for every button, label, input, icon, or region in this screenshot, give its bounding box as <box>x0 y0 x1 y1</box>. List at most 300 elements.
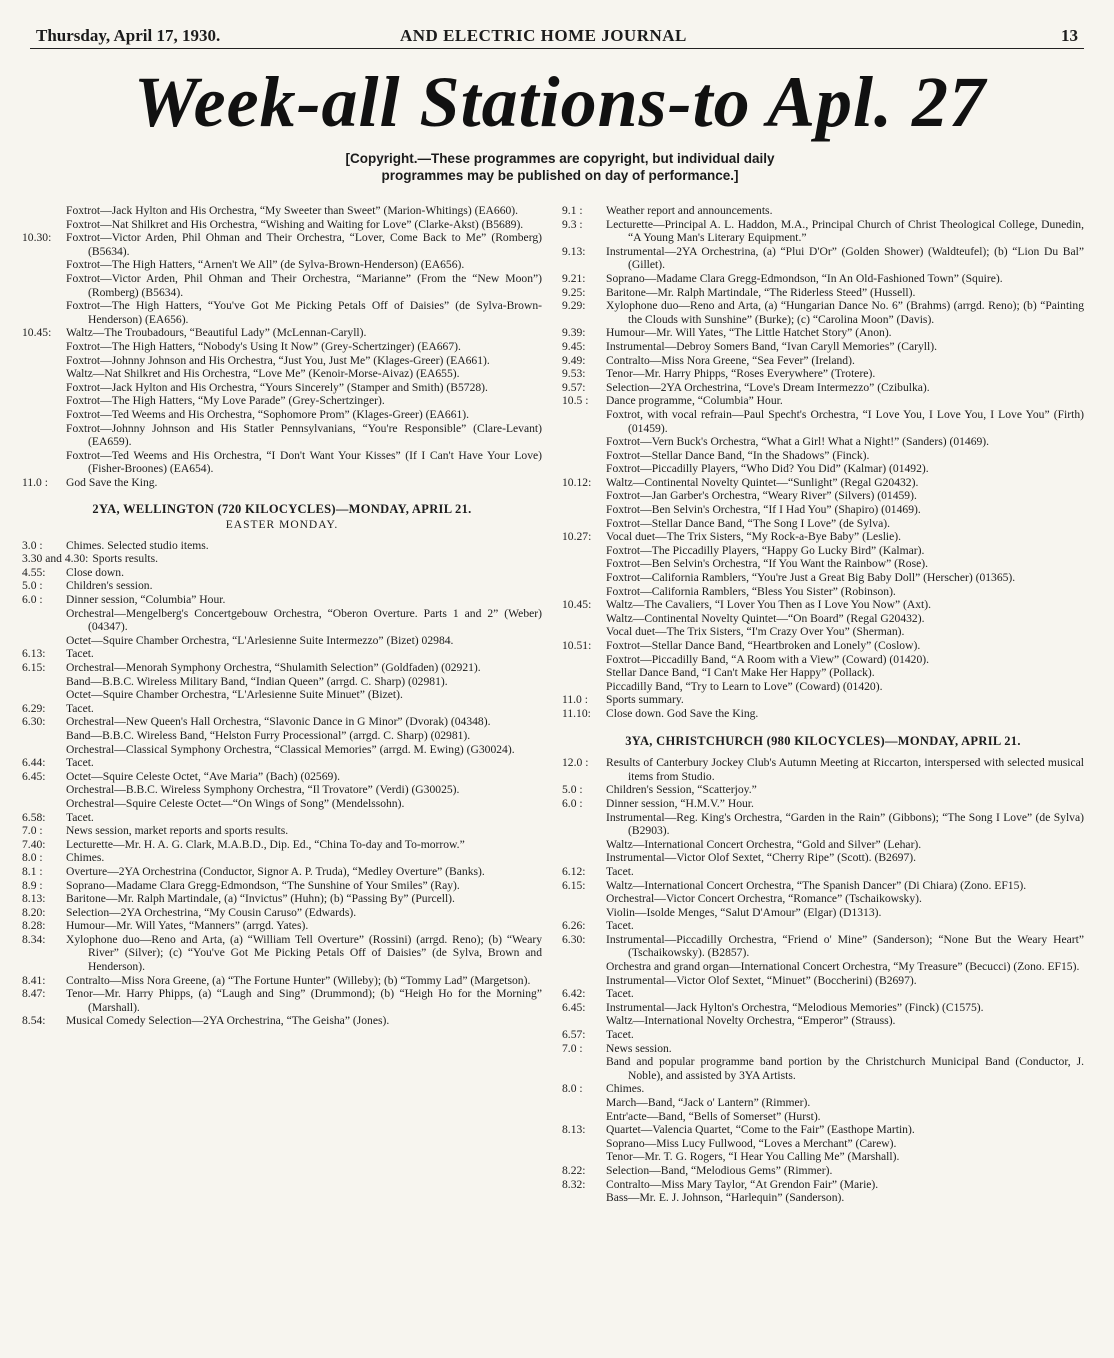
programme-entry <box>22 661 542 675</box>
programme-text: Selection—2YA Orchestrina, “My Cousin Caruso” (Edwards). <box>66 905 357 919</box>
programme-entry <box>562 612 1084 626</box>
programme-text: Dance programme, “Columbia” Hour. <box>606 394 783 408</box>
programme-text: Orchestral—Mengelberg's Concertgebouw Orchestra, “Oberon Overture. Parts 1 and 2” (Weber) (04347). <box>66 606 542 634</box>
programme-text: Quartet—Valencia Quartet, “Come to the Fair” (Easthope Martin). <box>606 1123 915 1137</box>
programme-text: Sports summary. <box>606 693 684 707</box>
programme-entry <box>562 653 1084 667</box>
programme-time <box>562 612 606 626</box>
programme-time <box>22 367 66 381</box>
programme-entry <box>562 530 1084 544</box>
programme-text: Tenor—Mr. Harry Phipps, (a) “Laugh and Sing” (Drummond); (b) “Heigh Ho for the Morning” (Marshall). <box>66 987 542 1014</box>
programme-entry <box>562 286 1084 300</box>
programme-time <box>22 381 66 395</box>
programme-time <box>562 1137 606 1151</box>
station-subheading: EASTER MONDAY. <box>225 519 339 532</box>
programme-entry <box>562 1164 1084 1178</box>
programme-time: 5.0 : <box>22 579 43 593</box>
programme-time: 8.32: <box>562 1177 586 1191</box>
programme-entry <box>562 865 1084 879</box>
programme-text: Bass—Mr. E. J. Johnson, “Harlequin” (Sanderson). <box>606 1191 845 1205</box>
programme-time <box>562 1096 606 1110</box>
programme-entry <box>562 1123 1084 1137</box>
programme-entry <box>562 435 1084 449</box>
programme-time <box>562 503 606 517</box>
programme-text: Octet—Squire Chamber Orchestra, “L'Arlesienne Suite Minuet” (Bizet). <box>66 688 403 702</box>
programme-entry <box>22 743 542 757</box>
programme-text: Band—B.B.C. Wireless Military Band, “Indian Queen” (arrgd. C. Sharp) (02981). <box>66 674 448 688</box>
programme-text: Waltz—Continental Novelty Quintet—“Sunlight” (Regal G20432). <box>606 475 919 489</box>
programme-text: Instrumental—Reg. King's Orchestra, “Garden in the Rain” (Gibbons); “The Song I Love” (de Sylva) (B2903). <box>606 810 1084 838</box>
programme-entry <box>562 639 1084 653</box>
programme-entry <box>562 476 1084 490</box>
programme-time: 9.53: <box>562 367 586 381</box>
programme-entry <box>562 326 1084 340</box>
copyright-notice: [Copyright.—These programmes are copyright, but individual daily programmes may be published on day of performance.] <box>345 151 775 183</box>
programme-text: Tacet. <box>66 810 94 824</box>
programme-time: 9.29: <box>562 299 586 313</box>
programme-time: 10.45: <box>22 326 52 340</box>
programme-time <box>562 838 606 852</box>
programme-entry <box>22 933 542 974</box>
programme-time <box>562 408 606 435</box>
programme-text: Instrumental—Victor Olof Sextet, “Minuet” (Boccherini) (B2697). <box>606 973 917 987</box>
programme-entry <box>22 367 542 381</box>
programme-time <box>562 544 606 558</box>
station-heading: 3YA, CHRISTCHURCH (980 KILOCYCLES)—MONDAY, APRIL 21. <box>625 733 1021 748</box>
programme-text: Children's session. <box>66 579 153 593</box>
programme-text: Foxtrot—Vern Buck's Orchestra, “What a Girl! What a Night!” (Sanders) (01469). <box>606 435 990 449</box>
programme-text: Foxtrot—California Ramblers, “You're Just a Great Big Baby Doll” (Herscher) (01365). <box>606 571 1016 585</box>
programme-entry <box>22 838 542 852</box>
programme-entry <box>22 449 542 476</box>
programme-time <box>22 258 66 272</box>
programme-text: March—Band, “Jack o' Lantern” (Rimmer). <box>606 1096 811 1109</box>
programme-entry <box>562 797 1084 811</box>
programme-text: News session, market reports and sports results. <box>66 824 289 838</box>
programme-time: 10.12: <box>562 475 592 489</box>
programme-time: 9.39: <box>562 326 586 340</box>
issue-date: Thursday, April 17, 1930. <box>36 26 221 45</box>
programme-text: Foxtrot—Stellar Dance Band, “In the Shadows” (Finck). <box>606 448 870 462</box>
programme-text: Foxtrot—Ben Selvin's Orchestra, “If I Had You” (Shapiro) (01469). <box>606 503 921 517</box>
programme-entry <box>22 906 542 920</box>
programme-time <box>562 906 606 920</box>
programme-time: 5.0 : <box>562 783 583 797</box>
programme-time: 3.30 and 4.30: <box>22 552 89 566</box>
programme-time <box>562 892 606 906</box>
programme-entry <box>22 783 542 797</box>
programme-text: Humour—Mr. Will Yates, “The Little Hatchet Story” (Anon). <box>606 326 892 340</box>
programme-entry <box>562 598 1084 612</box>
programme-text: Lecturette—Mr. H. A. G. Clark, M.A.B.D., Dip. Ed., “China To-day and To-morrow.” <box>66 837 465 851</box>
programme-text: Orchestral—Victor Concert Orchestra, “Romance” (Tschaikowsky). <box>606 892 922 906</box>
programme-entry <box>562 756 1084 783</box>
programme-entry <box>22 258 542 272</box>
programme-entry <box>562 892 1084 906</box>
programme-entry <box>22 299 542 326</box>
programme-time: 10.45: <box>562 598 592 612</box>
programme-time <box>22 408 66 422</box>
programme-text: Overture—2YA Orchestrina (Conductor, Signor A. P. Truda), “Medley Overture” (Banks). <box>66 864 485 878</box>
programme-time <box>22 422 66 449</box>
programme-entry <box>562 987 1084 1001</box>
programme-entry <box>22 865 542 879</box>
programme-entry <box>22 579 542 593</box>
programme-text: Band—B.B.C. Wireless Band, “Helston Furry Processional” (arrgd. C. Sharp) (02981). <box>66 728 471 742</box>
programme-time: 3.0 : <box>22 538 43 552</box>
programme-entry <box>562 489 1084 503</box>
programme-entry <box>22 607 542 634</box>
programme-entry <box>562 218 1084 245</box>
programme-text: Foxtrot—The High Hatters, “My Love Parade” (Grey-Schertzinger). <box>66 394 385 408</box>
programme-text: Foxtrot—Johnny Johnson and His Orchestra, “Just You, Just Me” (Klages-Greer) (EA661). <box>66 353 490 367</box>
programme-time <box>562 449 606 463</box>
programme-text: Waltz—Nat Shilkret and His Orchestra, “Love Me” (Kenoir-Morse-Aivaz) (EA655). <box>66 367 460 381</box>
programme-text: Tacet. <box>606 987 634 1001</box>
programme-entry <box>562 919 1084 933</box>
programme-entry <box>22 1014 542 1028</box>
programme-time: 6.42: <box>562 987 586 1001</box>
programme-entry <box>562 1014 1084 1028</box>
programme-text: Sports results. <box>92 552 159 566</box>
programme-text: Foxtrot—California Ramblers, “Bless You Sister” (Robinson). <box>606 584 896 598</box>
programme-time: 6.13: <box>22 647 46 661</box>
programme-text: Contralto—Miss Mary Taylor, “At Grendon Fair” (Marie). <box>606 1177 879 1191</box>
programme-time: 8.22: <box>562 1163 586 1177</box>
programme-text: Results of Canterbury Jockey Club's Autumn Meeting at Riccarton, interspersed with selected musical items from Studio. <box>606 756 1084 783</box>
programme-time: 9.25: <box>562 285 586 299</box>
programme-entry <box>562 811 1084 838</box>
programme-text: Xylophone duo—Reno and Arta, (a) “William Tell Overture” (Rossini) (arrgd. Reno); (b) “Weary River” (Silver); (c) “You've Got Me Picking Petals Off of Daisies” (de Sylva, Brown and Henderson). <box>66 932 542 974</box>
programme-entry <box>562 408 1084 435</box>
programme-entry <box>562 933 1084 960</box>
programme-time <box>562 625 606 639</box>
programme-entry <box>562 1096 1084 1110</box>
programme-entry <box>22 797 542 811</box>
programme-text: Foxtrot—The High Hatters, “Nobody's Using It Now” (Grey-Schertzinger) (EA667). <box>66 339 461 353</box>
programme-time <box>562 571 606 585</box>
programme-entry <box>22 340 542 354</box>
programme-time: 6.30: <box>22 715 46 729</box>
programme-time <box>562 1055 606 1082</box>
programme-entry <box>562 1150 1084 1164</box>
programme-text: Instrumental—Debroy Somers Band, “Ivan Caryll Memories” (Caryll). <box>606 339 937 353</box>
programme-text: God Save the King. <box>66 475 158 489</box>
programme-entry <box>22 919 542 933</box>
programme-entry <box>22 326 542 340</box>
programme-text: Musical Comedy Selection—2YA Orchestrina, “The Geisha” (Jones). <box>66 1014 390 1028</box>
programme-entry <box>562 585 1084 599</box>
programme-time: 10.30: <box>22 231 52 245</box>
programme-time <box>562 1110 606 1124</box>
programme-time: 8.13: <box>562 1123 586 1137</box>
programme-entry <box>562 272 1084 286</box>
programme-time <box>562 462 606 476</box>
programme-time <box>562 680 606 694</box>
programme-entry <box>22 702 542 716</box>
programme-time <box>562 974 606 988</box>
programme-entry <box>562 838 1084 852</box>
programme-text: Tacet. <box>66 701 94 715</box>
programme-text: Tacet. <box>66 647 94 661</box>
programme-text: Close down. God Save the King. <box>606 706 759 720</box>
programme-time: 6.0 : <box>22 593 43 607</box>
programme-text: Soprano—Madame Clara Gregg-Edmondson, “In An Old-Fashioned Town” (Squire). <box>606 271 1003 285</box>
programme-entry <box>22 879 542 893</box>
programme-time <box>562 666 606 680</box>
programme-time: 6.45: <box>562 1000 586 1014</box>
programme-entry <box>22 770 542 784</box>
programme-time: 10.27: <box>562 530 592 544</box>
programme-text: Foxtrot—Jan Garber's Orchestra, “Weary River” (Silvers) (01459). <box>606 489 917 503</box>
page-title: Week-all Stations-to Apl. 27 <box>133 62 987 142</box>
programme-time <box>22 272 66 299</box>
programme-text: Orchestral—New Queen's Hall Orchestra, “Slavonic Dance in G Minor” (Dvorak) (04348). <box>66 715 491 729</box>
programme-time <box>22 729 66 743</box>
programme-time: 8.13: <box>22 892 46 906</box>
programme-text: Stellar Dance Band, “I Can't Make Her Happy” (Pollack). <box>606 666 875 680</box>
page-header <box>30 24 1084 49</box>
programme-entry <box>22 566 542 580</box>
programme-entry <box>562 449 1084 463</box>
programme-entry <box>562 960 1084 974</box>
programme-entry <box>562 544 1084 558</box>
left-column <box>22 204 542 1028</box>
programme-time <box>562 557 606 571</box>
programme-text: Orchestral—Menorah Symphony Orchestra, “Shulamith Selection” (Goldfaden) (02921). <box>66 661 481 674</box>
programme-entry <box>22 381 542 395</box>
programme-time: 11.0 : <box>562 693 588 707</box>
programme-text: Foxtrot—Victor Arden, Phil Ohman and Their Orchestra, “Lover, Come Back to Me” (Romberg) (B5634). <box>66 231 542 258</box>
programme-entry <box>562 204 1084 218</box>
programme-entry <box>22 408 542 422</box>
programme-text: Baritone—Mr. Ralph Martindale, “The Riderless Steed” (Hussell). <box>606 285 916 299</box>
programme-text: Tacet. <box>606 919 634 933</box>
programme-time: 6.15: <box>22 661 46 674</box>
programme-time: 8.9 : <box>22 878 43 892</box>
programme-time: 8.34: <box>22 932 46 946</box>
programme-time: 6.0 : <box>562 796 583 810</box>
programme-entry <box>22 824 542 838</box>
programme-entry <box>562 906 1084 920</box>
programme-time <box>22 607 66 634</box>
programme-text: Foxtrot—Ted Weems and His Orchestra, “Sophomore Prom” (Klages-Greer) (EA661). <box>66 407 470 421</box>
programme-time: 10.5 : <box>562 394 589 408</box>
programme-text: Piccadilly Band, “Try to Learn to Love” (Coward) (01420). <box>606 679 883 693</box>
programme-entry <box>22 634 542 648</box>
programme-text: Foxtrot, with vocal refrain—Paul Specht's Orchestra, “I Love You, I Love You, I Love You” (Firth) (01459). <box>606 407 1084 435</box>
programme-entry <box>22 715 542 729</box>
programme-time: 6.58: <box>22 810 46 824</box>
programme-entry <box>562 571 1084 585</box>
programme-text: Dinner session, “Columbia” Hour. <box>66 593 226 607</box>
programme-entry <box>562 1137 1084 1151</box>
programme-text: Dinner session, “H.M.V.” Hour. <box>606 796 754 810</box>
programme-text: Foxtrot—The High Hatters, “Arnen't We All” (de Sylva-Brown-Henderson) (EA656). <box>66 258 465 272</box>
programme-text: Xylophone duo—Reno and Arta, (a) “Hungarian Dance No. 6” (Brahms) (arrgd. Reno); (b) “Painting the Clouds with Sunshine” (Burke); (c) “Carolina Moon” (Davis). <box>606 299 1084 326</box>
programme-entry <box>22 811 542 825</box>
programme-entry <box>22 729 542 743</box>
programme-time: 8.54: <box>22 1014 46 1028</box>
programme-time: 7.0 : <box>562 1041 583 1055</box>
programme-entry <box>562 557 1084 571</box>
programme-time: 7.40: <box>22 837 46 851</box>
programme-entry <box>562 879 1084 893</box>
programme-entry <box>22 422 542 449</box>
programme-text: Band and popular programme band portion by the Christchurch Municipal Band (Conductor, J. Noble), and assisted by 3YA Artists. <box>606 1055 1084 1082</box>
programme-time: 6.57: <box>562 1028 586 1042</box>
programme-entry <box>562 707 1084 721</box>
programme-time <box>22 218 66 232</box>
programme-entry <box>562 783 1084 797</box>
programme-text: Foxtrot—Stellar Dance Band, “The Song I Love” (de Sylva). <box>606 516 890 530</box>
programme-time <box>562 851 606 865</box>
programme-text: Violin—Isolde Menges, “Salut D'Amour” (Elgar) (D1313). <box>606 905 882 919</box>
programme-text: Orchestral—Classical Symphony Orchestra, “Classical Memories” (arrgd. M. Ewing) (G30024). <box>66 742 515 756</box>
programme-entry <box>22 647 542 661</box>
programme-text: Foxtrot—Piccadilly Band, “A Room with a View” (Coward) (01420). <box>606 652 930 666</box>
programme-entry <box>562 517 1084 531</box>
programme-time <box>562 960 606 974</box>
programme-time: 11.0 : <box>22 475 48 489</box>
programme-time: 8.47: <box>22 987 46 1001</box>
programme-time <box>562 585 606 599</box>
programme-entry <box>562 974 1084 988</box>
programme-entry <box>22 987 542 1014</box>
programme-time <box>562 653 606 667</box>
programme-time: 9.1 : <box>562 204 583 217</box>
programme-entry <box>22 675 542 689</box>
programme-time: 6.44: <box>22 756 46 770</box>
programme-time: 8.0 : <box>22 851 43 865</box>
programme-text: Humour—Mr. Will Yates, “Manners” (arrgd. Yates). <box>66 919 309 933</box>
programme-text: Soprano—Madame Clara Gregg-Edmondson, “The Sunshine of Your Smiles” (Ray). <box>66 878 460 892</box>
programme-text: Baritone—Mr. Ralph Martindale, (a) “Invictus” (Huhn); (b) “Passing By” (Purcell). <box>66 892 455 906</box>
programme-time <box>562 1014 606 1028</box>
programme-text: Vocal duet—The Trix Sisters, “My Rock-a-Bye Baby” (Leslie). <box>606 530 902 544</box>
programme-entry <box>562 1028 1084 1042</box>
programme-text: Foxtrot—The Piccadilly Players, “Happy Go Lucky Bird” (Kalmar). <box>606 543 925 557</box>
programme-text: Foxtrot—Ben Selvin's Orchestra, “If You Want the Rainbow” (Rose). <box>606 557 928 571</box>
programme-entry <box>562 394 1084 408</box>
programme-text: Instrumental—Jack Hylton's Orchestra, “Melodious Memories” (Finck) (C1575). <box>606 1000 984 1014</box>
programme-text: Contralto—Miss Nora Greene, “Sea Fever” (Ireland). <box>606 353 855 367</box>
programme-entry <box>562 1082 1084 1096</box>
programme-entry <box>22 974 542 988</box>
programme-text: Instrumental—Victor Olof Sextet, “Cherry Ripe” (Scott). (B2697). <box>606 851 917 865</box>
right-column <box>562 204 1084 1205</box>
programme-time: 8.0 : <box>562 1082 583 1096</box>
programme-entry <box>22 394 542 408</box>
programme-text: Waltz—International Novelty Orchestra, “Emperor” (Strauss). <box>606 1014 896 1028</box>
programme-entry <box>22 476 542 490</box>
programme-text: Vocal duet—The Trix Sisters, “I'm Crazy Over You” (Sherman). <box>606 625 905 639</box>
programme-text: Foxtrot—Ted Weems and His Orchestra, “I Don't Want Your Kisses” (If I Can't Have Your Love) (Fisher-Broones) (EA654). <box>66 448 542 476</box>
programme-text: Foxtrot—Piccadilly Players, “Who Did? You Did” (Kalmar) (01492). <box>606 462 929 476</box>
programme-time <box>22 394 66 408</box>
programme-time: 8.1 : <box>22 864 43 878</box>
programme-text: Instrumental—Piccadilly Orchestra, “Friend o' Mine” (Sanderson); “None But the Weary Heart” (Tschaikowsky). (B2857). <box>606 932 1084 960</box>
programme-entry <box>562 1191 1084 1205</box>
programme-entry <box>22 688 542 702</box>
programme-entry <box>562 503 1084 517</box>
programme-text: Tenor—Mr. T. G. Rogers, “I Hear You Calling Me” (Marshall). <box>606 1150 900 1164</box>
programme-text: Chimes. <box>66 851 105 865</box>
programme-time <box>22 743 66 757</box>
programme-text: Foxtrot—Jack Hylton and His Orchestra, “Yours Sincerely” (Stamper and Smith) (B5728). <box>66 380 488 394</box>
programme-text: Close down. <box>66 565 124 579</box>
programme-text: Foxtrot—Johnny Johnson and His Statler Pennsylvanians, “You're Responsible” (Clare-Levant) (EA659). <box>66 421 542 449</box>
programme-text: Foxtrot—Nat Shilkret and His Orchestra, “Wishing and Waiting for Love” (Clarke-Akst) (B5689). <box>66 217 524 231</box>
programme-text: Waltz—Continental Novelty Quintet—“On Board” (Regal G20432). <box>606 611 925 625</box>
programme-text: Instrumental—2YA Orchestrina, (a) “Plui D'Or” (Golden Shower) (Waldteufel); (b) “Lion Du Bal” (Gillet). <box>606 244 1084 272</box>
programme-time: 6.30: <box>562 932 586 946</box>
programme-time <box>22 783 66 797</box>
programme-entry <box>562 381 1084 395</box>
programme-text: Waltz—International Concert Orchestra, “Gold and Silver” (Lehar). <box>606 837 922 851</box>
programme-entry <box>22 354 542 368</box>
programme-text: Lecturette—Principal A. L. Haddon, M.A., Principal Church of Christ Theological College, Dunedin, “A Young Man's Literary Equipment.” <box>606 217 1084 245</box>
programme-text: Entr'acte—Band, “Bells of Somerset” (Hurst). <box>606 1109 821 1123</box>
programme-entry <box>562 367 1084 381</box>
programme-text: Tenor—Mr. Harry Phipps, “Roses Everywhere” (Trotere). <box>606 367 876 381</box>
programme-entry <box>22 539 542 553</box>
programme-text: Selection—Band, “Melodious Gems” (Rimmer). <box>606 1163 833 1177</box>
programme-time <box>562 1150 606 1164</box>
programme-entry <box>22 756 542 770</box>
programme-text: Children's Session, “Scatterjoy.” <box>606 783 757 797</box>
programme-text: Chimes. Selected studio items. <box>66 538 209 552</box>
programme-time <box>22 449 66 476</box>
programme-time: 6.45: <box>22 769 46 783</box>
programme-time: 6.12: <box>562 864 586 878</box>
programme-time: 9.57: <box>562 380 586 394</box>
programme-entry <box>562 245 1084 272</box>
programme-time: 9.21: <box>562 271 586 285</box>
programme-entry <box>562 462 1084 476</box>
programme-text: Orchestral—Squire Celeste Octet—“On Wings of Song” (Mendelssohn). <box>66 796 405 810</box>
programme-entry <box>22 593 542 607</box>
programme-time <box>562 435 606 449</box>
programme-entry <box>562 666 1084 680</box>
programme-entry <box>22 851 542 865</box>
programme-entry <box>562 851 1084 865</box>
station-heading: 2YA, WELLINGTON (720 KILOCYCLES)—MONDAY, APRIL 21. <box>92 502 472 517</box>
programme-time <box>562 811 606 838</box>
programme-text: Tacet. <box>66 756 94 770</box>
programme-entry <box>562 1001 1084 1015</box>
programme-time <box>22 797 66 811</box>
programme-time <box>22 688 66 702</box>
programme-entry <box>562 340 1084 354</box>
programme-text: Foxtrot—Stellar Dance Band, “Heartbroken and Lonely” (Coslow). <box>606 639 921 652</box>
programme-entry <box>562 680 1084 694</box>
programme-entry <box>562 1110 1084 1124</box>
programme-text: Waltz—The Troubadours, “Beautiful Lady” (McLennan-Caryll). <box>66 326 367 340</box>
programme-entry <box>562 625 1084 639</box>
programme-entry <box>22 218 542 232</box>
programme-time: 11.10: <box>562 706 591 720</box>
programme-time <box>22 354 66 368</box>
programme-text: Foxtrot—The High Hatters, “You've Got Me Picking Petals Off of Daisies” (de Sylva-Brown-Henderson) (EA656). <box>66 299 542 326</box>
programme-time: 6.15: <box>562 878 586 892</box>
programme-text: Octet—Squire Celeste Octet, “Ave Maria” (Bach) (02569). <box>66 769 341 783</box>
programme-time: 9.13: <box>562 244 586 258</box>
programme-time: 8.41: <box>22 973 46 987</box>
programme-time <box>22 340 66 354</box>
programme-time <box>22 675 66 689</box>
programme-text: Contralto—Miss Nora Greene, (a) “The Fortune Hunter” (Willeby); (b) “Tommy Lad” (Margetson). <box>66 973 531 987</box>
